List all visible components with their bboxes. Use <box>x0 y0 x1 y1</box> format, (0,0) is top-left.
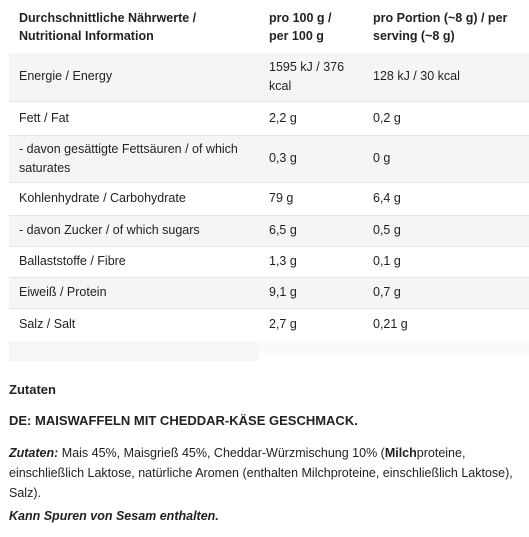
value-per-portion: 128 kJ / 30 kcal <box>363 53 529 101</box>
ingredients-text-before: Mais 45%, Maisgrieß 45%, Cheddar-Würzmischung 10% ( <box>58 446 385 460</box>
nutrient-label: Energie / Energy <box>9 53 259 101</box>
trace-warning: Kann Spuren von Sesam enthalten. <box>9 509 219 523</box>
value-per-100g: 2,7 g <box>259 308 363 341</box>
table-header-row <box>9 0 529 53</box>
header-nutrient: Durchschnittliche Nährwerte / Nutritional Information <box>19 11 197 43</box>
ingredients-heading: Zutaten <box>9 382 56 397</box>
table-row <box>9 277 529 308</box>
nutrient-label: Eiweiß / Protein <box>9 277 259 308</box>
table-row <box>9 308 529 341</box>
nutrient-label: Fett / Fat <box>9 101 259 135</box>
nutrient-label: - davon gesättigte Fettsäuren / of which saturates <box>9 135 259 182</box>
nutrient-label: Kohlenhydrate / Carbohydrate <box>9 182 259 215</box>
table-row <box>9 215 529 246</box>
table-row <box>9 135 529 182</box>
value-per-100g: 9,1 g <box>259 277 363 308</box>
value-per-portion: 0,21 g <box>363 308 529 341</box>
ingredients-text-after: proteine, einschließlich Laktose, natürliche Aromen (enthalten Milchproteine, einschließlich Laktose), Salz). <box>9 446 513 500</box>
allergen-milk: Milch <box>384 446 417 460</box>
value-per-portion: 0 g <box>363 135 529 182</box>
table-footer-band <box>9 341 258 361</box>
ingredients-text <box>9 443 524 503</box>
ingredients-label: Zutaten: <box>9 446 59 460</box>
value-per-100g: 1595 kJ / 376 kcal <box>259 53 363 101</box>
header-per-100g: pro 100 g / per 100 g <box>269 11 332 43</box>
nutrient-label: - davon Zucker / of which sugars <box>9 215 259 246</box>
nutrition-table <box>9 0 529 342</box>
header-per-portion: pro Portion (~8 g) / per serving (~8 g) <box>373 11 508 43</box>
table-footer-band-right <box>258 341 529 353</box>
value-per-100g: 79 g <box>259 182 363 215</box>
value-per-portion: 0,2 g <box>363 101 529 135</box>
table-row <box>9 246 529 277</box>
table-row <box>9 53 529 101</box>
table-row <box>9 182 529 215</box>
value-per-100g: 2,2 g <box>259 101 363 135</box>
value-per-portion: 0,5 g <box>363 215 529 246</box>
product-description: DE: MAISWAFFELN MIT CHEDDAR-KÄSE GESCHMACK. <box>9 413 358 428</box>
value-per-100g: 6,5 g <box>259 215 363 246</box>
value-per-portion: 0,1 g <box>363 246 529 277</box>
value-per-100g: 1,3 g <box>259 246 363 277</box>
value-per-portion: 0,7 g <box>363 277 529 308</box>
value-per-100g: 0,3 g <box>259 135 363 182</box>
nutrient-label: Ballaststoffe / Fibre <box>9 246 259 277</box>
value-per-portion: 6,4 g <box>363 182 529 215</box>
nutrient-label: Salz / Salt <box>9 308 259 341</box>
table-row <box>9 101 529 135</box>
